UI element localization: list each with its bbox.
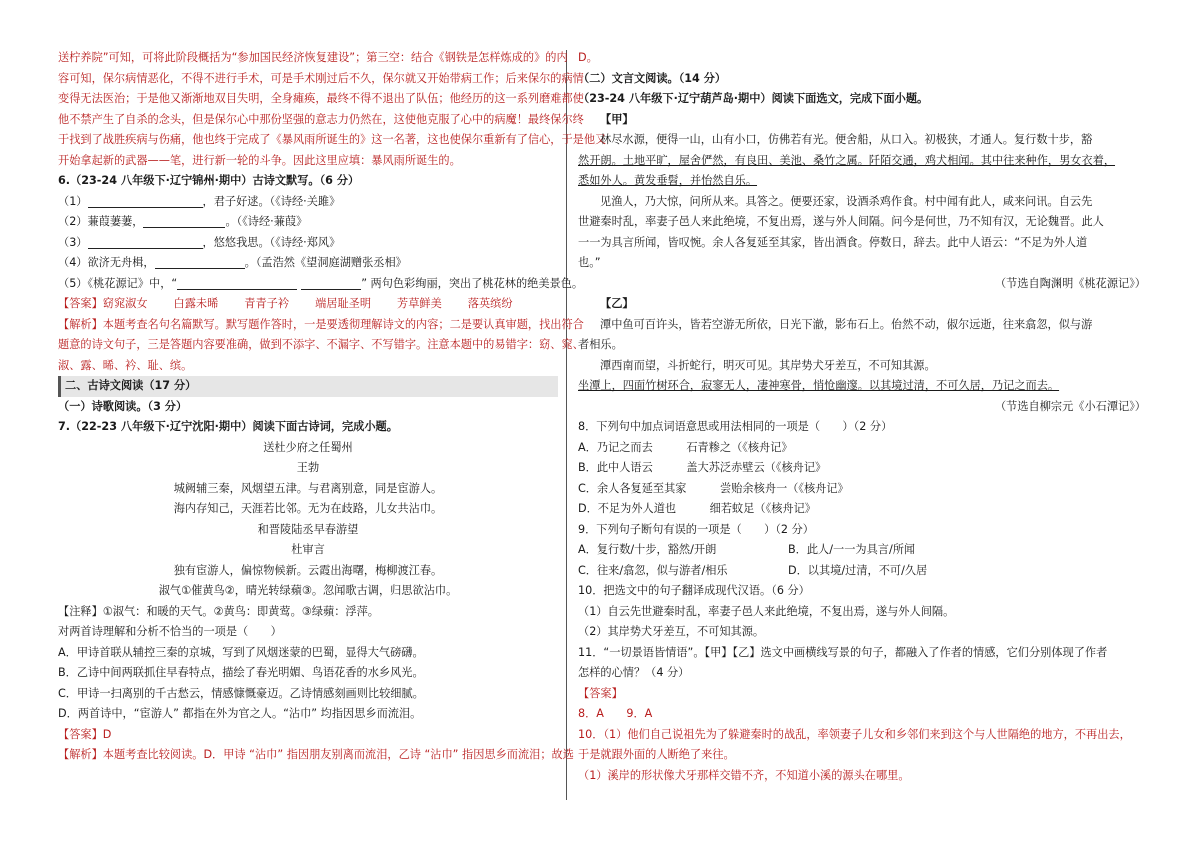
passage-line: 见渔人，乃大惊，问所从来。具答之。便要还家，设酒杀鸡作食。村中闻有此人，咸来问讯。自云先 — [600, 194, 1093, 208]
passage-source: （节选自柳宗元《小石潭记》） — [994, 399, 1146, 413]
item-text: ，君子好逑。（《诗经·关雎》 — [202, 194, 341, 208]
answer-label: 【答案】 — [578, 686, 623, 700]
passage-line: 一一为具言所闻，皆叹惋。余人各复延至其家，皆出酒食。停数日，辞去。此中人语云：“不足为外人道 — [578, 235, 1088, 249]
poem-line: 淑气①催黄鸟②，晴光转绿蘋③。忽闻歌古调，归思欲沾巾。 — [158, 584, 458, 597]
answer-item: 端居耻圣明 — [315, 297, 372, 310]
subsection-title: （二）文言文阅读。（14 分） — [578, 71, 727, 85]
fill-blank[interactable] — [177, 276, 297, 290]
text-line: 题意的诗文句子，三是答题内容要准确，做到不添字、不漏字、不写错字。注意本题中的易错字：窈、窕、 — [58, 338, 584, 351]
q7-stem: 对两首诗理解和分析不恰当的一项是（ ） — [58, 625, 282, 638]
poem-2-title: 和晋陵陆丞早春游望 — [257, 522, 359, 536]
q7-answer: 【答案】D — [58, 727, 112, 741]
option-b[interactable]: B．乙诗中间两联抓住早春特点，描绘了春光明媚、鸟语花香的水乡风光。 — [58, 666, 424, 679]
option-d[interactable]: D．以其境/过清，不可/久居 — [788, 563, 928, 577]
passage-line: 者相乐。 — [578, 338, 623, 351]
poem-line: 独有宦游人，偏惊物候新。云霞出海曙，梅柳渡江春。 — [173, 563, 443, 577]
item-text: ，悠悠我思。（《诗经·郑风》 — [202, 235, 341, 249]
short-answers: 8．A 9．A — [578, 707, 653, 720]
annotation-note: 【注释】①淑气：和暖的天气。②黄鸟：即黄莺。③绿蘋：浮萍。 — [58, 604, 379, 618]
option-d[interactable]: D．不足为外人道也 细若蚊足（《核舟记》 — [578, 502, 816, 515]
carry-over-answer: D。 — [578, 51, 598, 64]
answer-item: 芳草鲜美 — [397, 297, 442, 310]
item-text: ” 两句色彩绚丽，突出了桃花林的绝美景色。 — [361, 276, 584, 290]
q6-analysis — [58, 315, 584, 377]
passage-line: 世避秦时乱，率妻子邑人来此绝境，不复出焉，遂与外人间隔。问今是何世，乃不知有汉，无论魏晋。此人 — [578, 215, 1104, 228]
poem-line: 城阙辅三秦，风烟望五津。与君离别意，同是宦游人。 — [173, 481, 443, 495]
question-9: 9．下列句子断句有误的一项是（ ）（2 分） — [578, 522, 814, 536]
text-line: 变得无法医治；于是他又渐渐地双目失明，全身瘫痪，最终不得不退出了队伍；他经历的这一系列磨难都使 — [58, 92, 584, 105]
fill-blank[interactable] — [143, 214, 225, 228]
option-c[interactable]: C．甲诗一扫离别的千古愁云，情感慷慨豪迈。乙诗情感刻画则比较细腻。 — [58, 686, 424, 700]
options-row — [578, 561, 1146, 582]
column-divider — [566, 50, 567, 800]
question-10: 10．把选文中的句子翻译成现代汉语。（6 分） — [578, 584, 810, 597]
fill-blank[interactable] — [155, 255, 245, 269]
item-number: （5）《桃花源记》中，“ — [58, 276, 178, 290]
question-8: 8．下列句中加点词语意思或用法相同的一项是（ ）（2 分） — [578, 420, 893, 433]
right-column — [578, 48, 1146, 786]
q6-item-5 — [58, 274, 584, 295]
option-a[interactable]: A．甲诗首联从辅控三秦的京城，写到了风烟迷蒙的巴蜀，显得大气磅礴。 — [58, 645, 424, 659]
analysis-label: 【解析】 — [58, 317, 103, 331]
item-number: （4）欲济无舟楫， — [58, 256, 155, 269]
underlined-text: 悉如外人。黄发垂髫，并怡然自乐。 — [578, 174, 758, 187]
passage-line — [578, 151, 1146, 172]
option-a[interactable]: A．乃记之而去 石青糁之（《核舟记》 — [578, 440, 793, 454]
underlined-text: 然开朗。土地平旷，屋舍俨然，有良田、美池、桑竹之属。阡陌交通，鸡犬相闻。其中往来种作，男女衣着， — [578, 153, 1116, 167]
fill-blank[interactable] — [88, 235, 203, 249]
option-a[interactable]: A．复行数/十步，豁然/开朗 — [578, 543, 717, 556]
passage-source: （节选自陶渊明《桃花源记》） — [994, 276, 1146, 290]
q6-answer — [58, 294, 558, 315]
item-number: （2）蒹葭萋萋， — [58, 215, 144, 228]
text-line: 淑、露、晞、衿、耻、缤。 — [58, 358, 193, 372]
q6-item-4 — [58, 253, 558, 274]
text-line: 容可知，保尔病情恶化，不得不进行手术，可是手术刚过后不久，保尔就又开始带病工作；后来保尔的病情 — [58, 71, 584, 85]
subsection-title: （一）诗歌阅读。（3 分） — [58, 399, 188, 413]
passage-line — [578, 171, 1146, 192]
question-11: 11．“一切景语皆情语”。【甲】【乙】选文中画横线写景的句子，都融入了作者的情感，它们分别体现了作者 — [578, 645, 1108, 659]
option-c[interactable]: C．往来/翕忽，似与游者/相乐 — [578, 563, 728, 577]
item-text: 。（孟浩然《望洞庭湖赠张丞相》 — [244, 256, 407, 269]
fill-blank[interactable] — [301, 276, 361, 290]
text-line — [58, 315, 584, 336]
option-b[interactable]: B．此中人语云 盖大苏泛赤壁云（《核舟记》 — [578, 461, 827, 474]
passage-line — [578, 376, 1146, 397]
text-line: 于找到了战胜疾病与伤痛，他也终于完成了《暴风雨所诞生的》这一名著，这也使保尔重新有了信心，于是他又 — [58, 133, 607, 146]
passage-yi-label: 【乙】 — [600, 297, 634, 310]
underlined-text: 坐潭上，四面竹树环合，寂寥无人，凄神寒骨，悄怆幽邃。以其境过清，不可久居，乃记之而去。 — [578, 379, 1060, 392]
text-line: 开始拿起新的武器——笔，进行新一轮的斗争。因此这里应填：暴风雨所诞生的。 — [58, 153, 461, 167]
passage-jia-label: 【甲】 — [600, 112, 634, 126]
q6-item-1 — [58, 192, 558, 213]
question-group-header: （23-24 八年级下·辽宁葫芦岛·期中）阅读下面选文，完成下面小题。 — [578, 92, 929, 105]
poem-2-author: 杜审言 — [291, 543, 325, 556]
answer-10-line: （1）溪岸的形状像犬牙那样交错不齐，不知道小溪的源头在哪里。 — [578, 768, 910, 782]
passage-line: 林尽水源，便得一山，山有小口，仿佛若有光。便舍船，从口入。初极狭，才通人。复行数十步，豁 — [600, 133, 1093, 146]
q6-item-3 — [58, 233, 558, 254]
translate-item: （2）其岸势犬牙差互，不可知其源。 — [578, 625, 765, 638]
option-b[interactable]: B．此人/一一为具言/所闻 — [788, 543, 916, 556]
passage-line: 潭西南而望，斗折蛇行，明灭可见。其岸势犬牙差互，不可知其源。 — [600, 358, 936, 372]
item-text: 。（《诗经·蒹葭》 — [225, 215, 308, 228]
analysis-text: 本题考查名句名篇默写。默写题作答时，一是要透彻理解诗文的内容；二是要认真审题，找出符合 — [102, 317, 584, 331]
answer-item: 窈窕淑女 — [102, 297, 148, 310]
answer-item: 白露未晞 — [173, 297, 219, 310]
poem-1-title: 送杜少府之任蜀州 — [263, 440, 353, 454]
question-11-cont: 怎样的心情？（4 分） — [578, 666, 690, 679]
item-number: （3） — [58, 235, 88, 249]
fill-blank[interactable] — [88, 194, 203, 208]
answer-label: 【答案】 — [58, 297, 103, 310]
option-c[interactable]: C．余人各复延至其家 尝贻余核舟一（《核舟记》 — [578, 481, 849, 495]
option-d[interactable]: D．两首诗中，“宦游人” 都指在外为官之人。“沾巾” 均指因思乡而流泪。 — [58, 707, 422, 720]
poem-1-author: 王勃 — [296, 461, 320, 474]
answer-10-line: 于是就跟外面的人断绝了来往。 — [578, 748, 735, 761]
analysis-continuation — [58, 48, 607, 171]
answer-item: 青青子衿 — [244, 297, 290, 310]
translate-item: （1）自云先世避秦时乱，率妻子邑人来此绝境，不复出焉，遂与外人间隔。 — [578, 604, 955, 618]
answer-10-line: 10．（1）他们自己说祖先为了躲避秦时的战乱，率领妻子儿女和乡邻们来到这个与人世隔绝的地方，不再出去， — [578, 727, 1131, 741]
question-6-header: 6.（23-24 八年级下·辽宁锦州·期中）古诗文默写。（6 分） — [58, 174, 360, 187]
poem-line: 海内存知己，天涯若比邻。无为在歧路，儿女共沾巾。 — [173, 502, 443, 515]
q7-analysis: 【解析】本题考查比较阅读。D．甲诗 “沾巾” 指因朋友别离而流泪，乙诗 “沾巾” 指因思乡而流泪；故选 — [58, 748, 574, 761]
item-number: （1） — [58, 194, 88, 208]
passage-line: 也。” — [578, 256, 601, 269]
answer-item: 落英缤纷 — [467, 297, 513, 310]
text-line: 送柠养院”可知，可将此阶段概括为“参加国民经济恢复建设”；第三空：结合《钢铁是怎样炼成的》的内 — [58, 51, 568, 64]
q6-item-2 — [58, 212, 558, 233]
options-row — [578, 540, 1146, 561]
section-title: 二、古诗文阅读（17 分） — [58, 376, 558, 397]
question-7-header: 7.（22-23 八年级下·辽宁沈阳·期中）阅读下面古诗词，完成小题。 — [58, 420, 398, 433]
passage-line: 潭中鱼可百许头，皆若空游无所依，日光下澈，影布石上。佁然不动，俶尔远逝，往来翕忽，似与游 — [600, 317, 1093, 331]
text-line: 他不禁产生了自杀的念头，但是保尔心中那份坚强的意志力仍然在，这使他克服了心中的病魔！最终保尔终 — [58, 112, 584, 126]
